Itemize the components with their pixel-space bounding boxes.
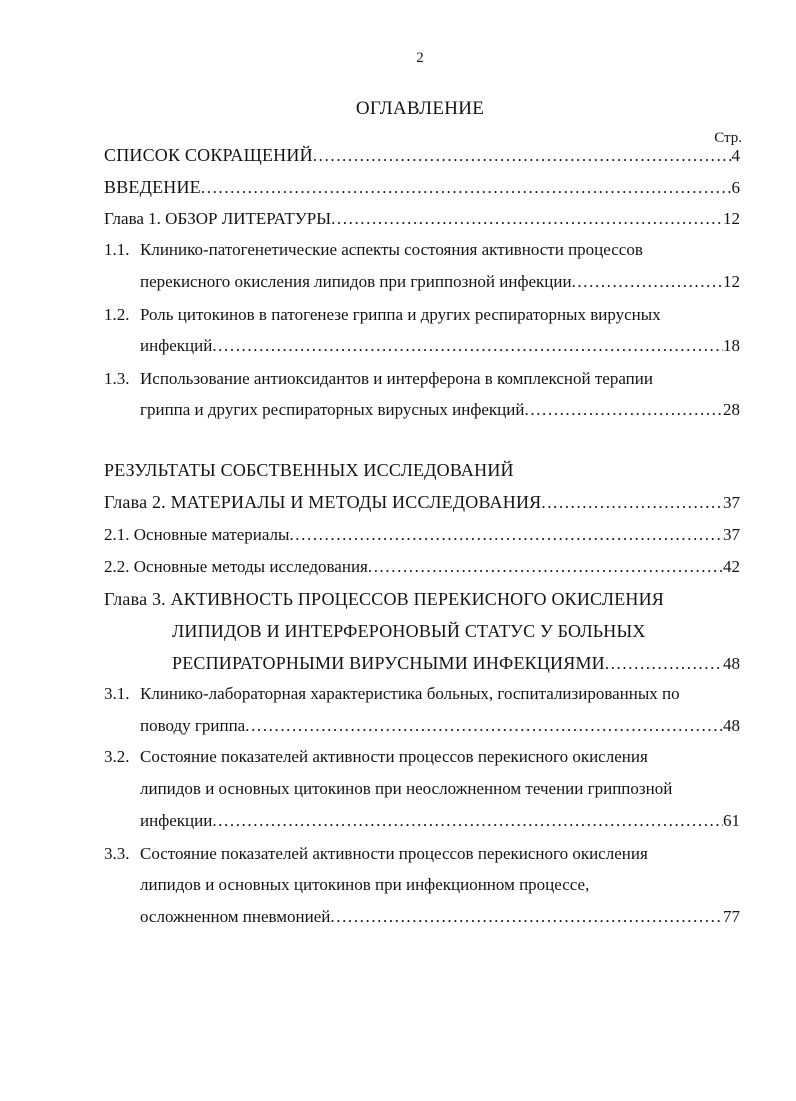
toc-entry-3-3-line2[interactable]: липидов и основных цитокинов при инфекционном процессе, [140,875,590,894]
toc-entry-chapter-3-line3[interactable] [172,653,740,677]
toc-page-number: 28 [723,400,740,419]
toc-leader-dots [201,178,732,198]
toc-entry-text: поводу гриппа [140,716,246,735]
section-number: 1.2. [104,305,130,324]
toc-entry-1-2-line1[interactable] [104,305,661,325]
toc-entry-text: 2.1. Основные материалы [104,525,290,544]
toc-page-number: 37 [723,525,740,544]
toc-page-number: 12 [723,272,740,291]
toc-leader-dots [541,493,723,513]
toc-entry-3-3-line3[interactable] [140,907,740,931]
toc-entry-text: Глава 1. ОБЗОР ЛИТЕРАТУРЫ [104,209,332,228]
toc-entry-1-2-line2[interactable] [140,336,740,360]
toc-leader-dots [331,209,723,229]
toc-entry-text: Использование антиоксидантов и интерферона в комплексной терапии [140,369,653,388]
toc-entry-text: Клинико-патогенетические аспекты состояния активности процессов [140,240,643,259]
toc-entry-text: перекисного окисления липидов при гриппозной инфекции [140,272,572,291]
toc-entry-3-1-line1[interactable] [104,684,680,704]
toc-leader-dots [313,146,732,166]
toc-entry-1-1-line1[interactable] [104,240,643,260]
toc-entry-3-2-line1[interactable] [104,747,648,767]
page-column-label: Стр. [714,130,742,146]
section-number: 3.3. [104,844,130,863]
toc-entry-2-1[interactable] [104,525,740,549]
toc-entry-text: ВВЕДЕНИЕ [104,177,201,197]
toc-page-number: 77 [723,907,740,926]
toc-entry-1-1-line2[interactable] [140,272,740,296]
toc-page-number: 48 [723,654,740,673]
results-section-heading: РЕЗУЛЬТАТЫ СОБСТВЕННЫХ ИССЛЕДОВАНИЙ [104,460,514,480]
toc-entry-text: СПИСОК СОКРАЩЕНИЙ [104,145,313,165]
toc-entry-chapter-1[interactable] [104,209,740,233]
toc-entry-text: инфекций [140,336,213,355]
toc-entry-text: Клинико-лабораторная характеристика больных, госпитализированных по [140,684,680,703]
toc-leader-dots [572,272,723,292]
toc-entry-text: 2.2. Основные методы исследования [104,557,368,576]
toc-entry-text: РЕСПИРАТОРНЫМИ ВИРУСНЫМИ ИНФЕКЦИЯМИ [172,653,605,673]
toc-page-number: 6 [731,178,740,197]
toc-entry-2-2[interactable] [104,557,740,581]
toc-leader-dots [605,654,723,674]
toc-entry-introduction[interactable] [104,177,740,201]
toc-entry-1-3-line1[interactable] [104,369,653,389]
toc-entry-text: осложненном пневмонией [140,907,331,926]
page-number: 2 [416,50,424,66]
toc-title: ОГЛАВЛЕНИЕ [355,98,485,119]
toc-entry-text: Роль цитокинов в патогенезе гриппа и других респираторных вирусных [140,305,661,324]
toc-leader-dots [212,811,723,831]
section-number: 3.1. [104,684,130,703]
section-number: 3.2. [104,747,130,766]
toc-entry-text: Глава 2. МАТЕРИАЛЫ И МЕТОДЫ ИССЛЕДОВАНИЯ [104,492,542,512]
toc-entry-text: инфекции [140,811,213,830]
toc-leader-dots [330,907,723,927]
toc-leader-dots [212,336,723,356]
section-number: 1.3. [104,369,130,388]
toc-entry-3-3-line1[interactable] [104,844,648,864]
toc-entry-3-1-line2[interactable] [140,716,740,740]
toc-leader-dots [245,716,723,736]
toc-leader-dots [289,525,723,545]
toc-page-number: 42 [723,557,740,576]
toc-page-number: 4 [731,146,740,165]
toc-leader-dots [524,400,723,420]
toc-entry-abbreviations[interactable] [104,145,740,169]
section-number: 1.1. [104,240,130,259]
toc-entry-text: Состояние показателей активности процессов перекисного окисления [140,844,648,863]
toc-page-number: 61 [723,811,740,830]
toc-entry-chapter-3-line1[interactable]: Глава 3. АКТИВНОСТЬ ПРОЦЕССОВ ПЕРЕКИСНОГО ОКИСЛЕНИЯ [104,589,665,609]
toc-entry-text: Состояние показателей активности процессов перекисного окисления [140,747,648,766]
toc-page-number: 18 [723,336,740,355]
toc-entry-3-2-line3[interactable] [140,811,740,835]
toc-entry-text: гриппа и других респираторных вирусных инфекций [140,400,525,419]
toc-page-number: 37 [723,493,740,512]
toc-page-number: 12 [723,209,740,228]
toc-entry-1-3-line2[interactable] [140,400,740,424]
toc-leader-dots [368,557,723,577]
toc-entry-chapter-3-line2[interactable]: ЛИПИДОВ И ИНТЕРФЕРОНОВЫЙ СТАТУС У БОЛЬНЫХ [172,621,646,641]
toc-entry-3-2-line2[interactable]: липидов и основных цитокинов при неосложненном течении гриппозной [140,779,673,798]
toc-page-number: 48 [723,716,740,735]
toc-entry-chapter-2[interactable] [104,492,740,516]
